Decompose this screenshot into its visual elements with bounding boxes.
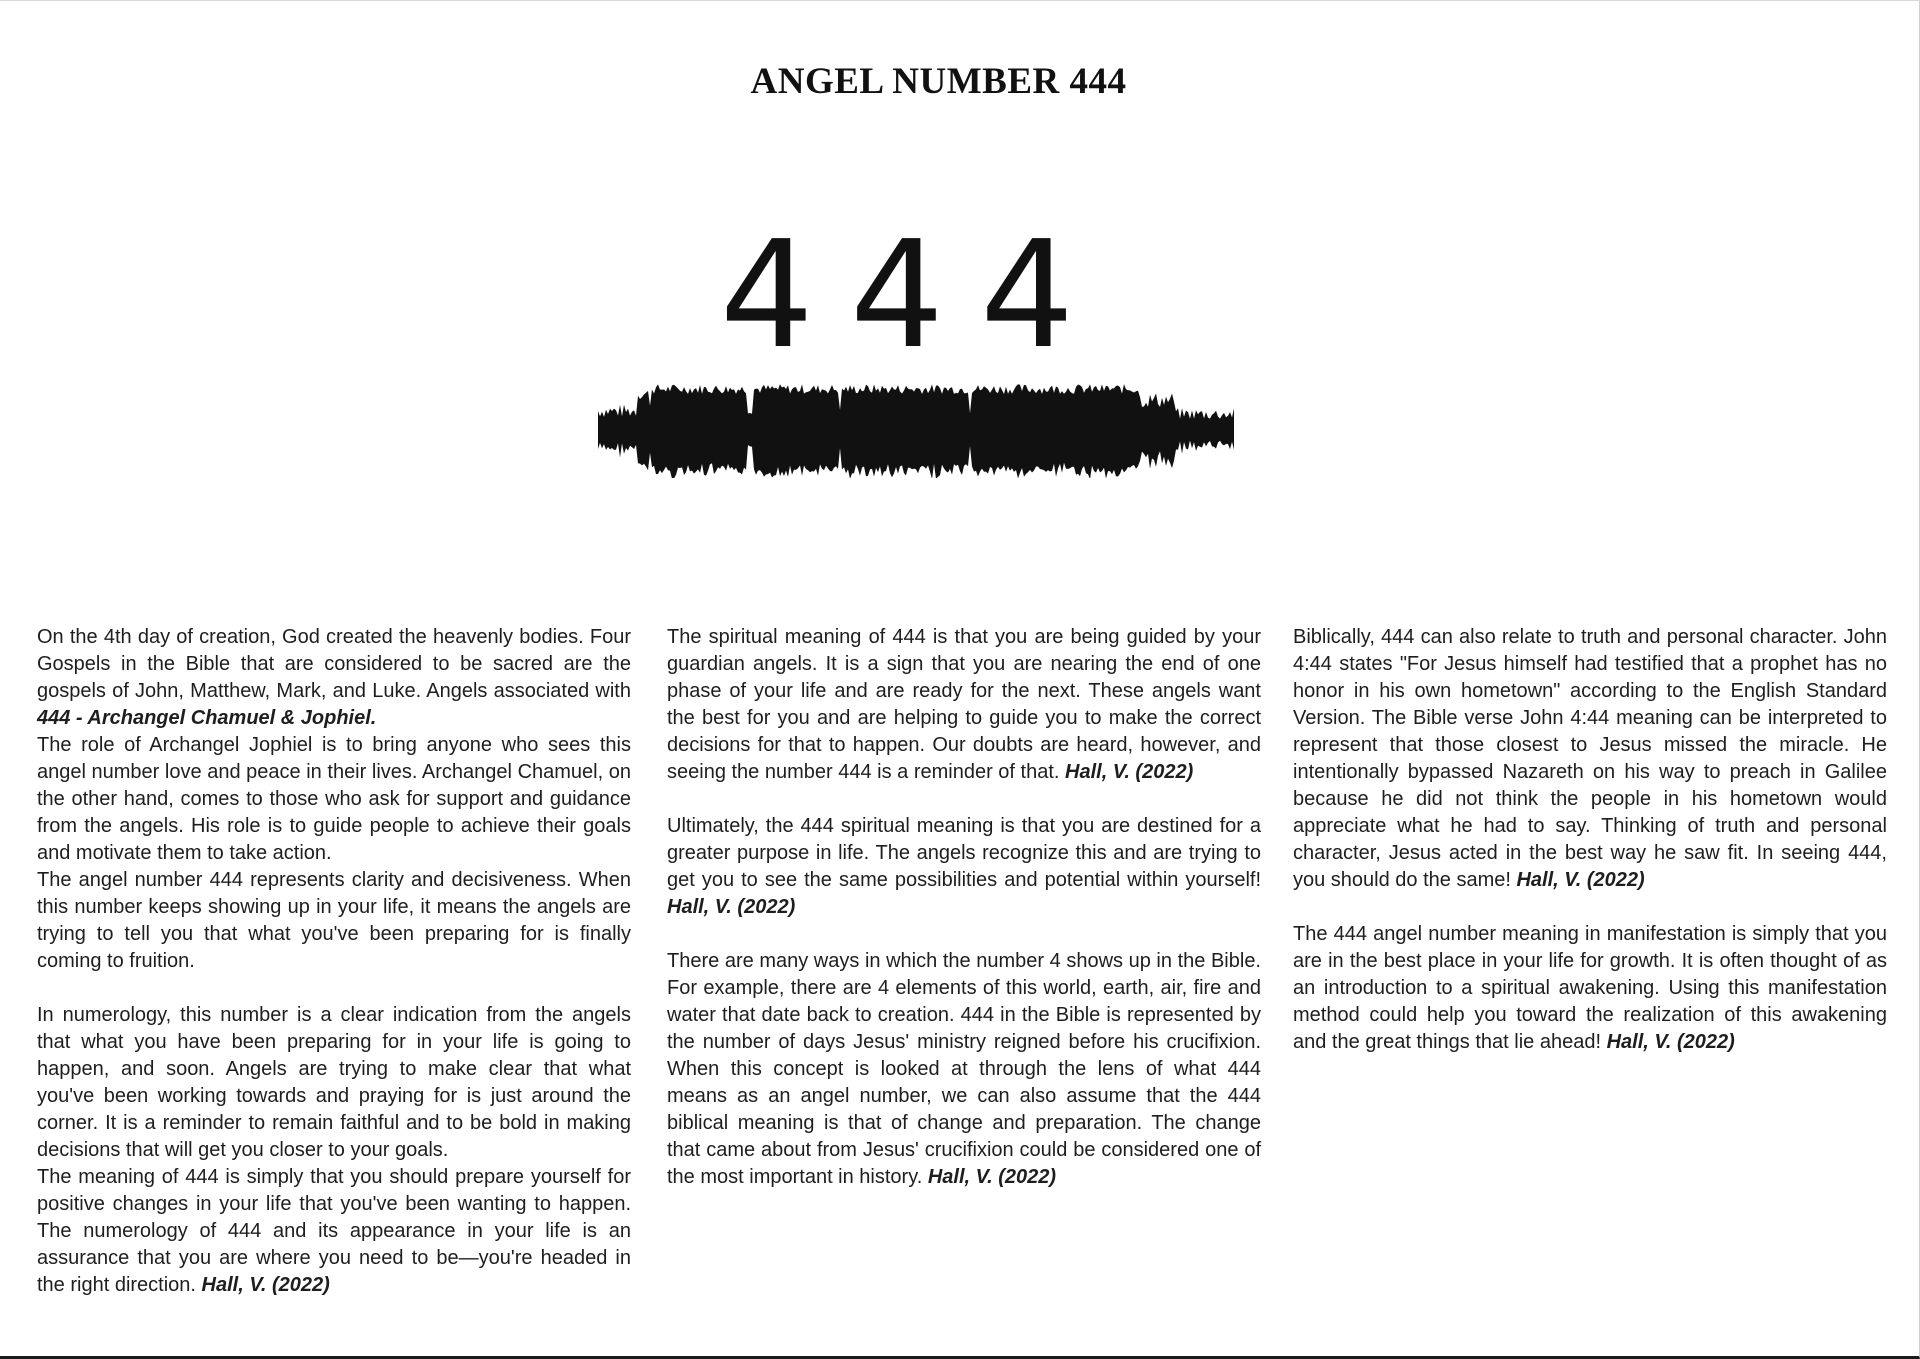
paragraph: On the 4th day of creation, God created the heavenly bodies. Four Gospels in the Bible that are considered to be sacred are the gospels of John, Matthew, Mark, and Luke. Angels associated with 444 - Archangel Chamuel & Jophiel. (37, 626, 631, 729)
hero-illustration (590, 218, 1240, 478)
page-title: ANGEL NUMBER 444 (750, 61, 1127, 102)
paragraph: The spiritual meaning of 444 is that you are being guided by your guardian angels. It is a sign that you are nearing the end of one phase of your life and are ready for the next. These angels want the best for you and are helping to guide you to make the correct decisions for that to happen. Our doubts are heard, however, and seeing the number 444 is a reminder of that. Hall, V. (2022) (667, 626, 1261, 783)
paragraph: Ultimately, the 444 spiritual meaning is that you are destined for a greater purpose in life. The angels recognize this and are trying to get you to see the same possibilities and potential within yourself! Hall, V. (2022) (667, 815, 1261, 918)
column-3 (1293, 624, 1887, 1056)
hero-graphic (590, 218, 1240, 478)
paragraph: The role of Archangel Jophiel is to bring anyone who sees this angel number love and peace in their lives. Archangel Chamuel, on the other hand, comes to those who ask for support and guidance from the angels. His role is to guide people to achieve their goals and motivate them to take action. (37, 734, 631, 864)
citation: Hall, V. (2022) (1516, 869, 1645, 891)
column-1 (37, 624, 631, 1299)
paragraph: The angel number 444 represents clarity and decisiveness. When this number keeps showing up in your life, it means the angels are trying to tell you that what you've been preparing for is finally coming to fruition. (37, 869, 631, 972)
citation: Hall, V. (2022) (201, 1274, 330, 1296)
column-2 (667, 624, 1261, 1191)
paragraph: In numerology, this number is a clear indication from the angels that what you have been preparing for in your life is going to happen, and soon. Angels are trying to make clear that what you've been working towards and praying for is just around the corner. It is a reminder to remain faithful and to be bold in making decisions that will get you closer to your goals. (37, 1004, 631, 1161)
paragraph: Biblically, 444 can also relate to truth and personal character. John 4:44 states "For Jesus himself had testified that a prophet has no honor in his own hometown" according to the English Standard Version. The Bible verse John 4:44 meaning can be interpreted to represent that those closest to Jesus missed the miracle. He intentionally bypassed Nazareth on his way to preach in Galilee because he did not think the people in his hometown would appreciate what he had to say. Thinking of truth and personal character, Jesus acted in the best way he saw fit. In seeing 444, you should do the same! Hall, V. (2022) (1293, 626, 1887, 891)
paragraph: The meaning of 444 is simply that you should prepare yourself for positive changes in your life that you've been wanting to happen. The numerology of 444 and its appearance in your life is an assurance that you are where you need to be—you're headed in the right direction. Hall, V. (2022) (37, 1166, 631, 1296)
citation: Hall, V. (2022) (667, 896, 796, 918)
citation: Hall, V. (2022) (927, 1166, 1057, 1188)
audio-waveform-icon (598, 384, 1234, 478)
hero-number-art: 444 (719, 218, 1111, 381)
citation: Hall, V. (2022) (1606, 1031, 1735, 1053)
paragraph: The 444 angel number meaning in manifestation is simply that you are in the best place in your life for growth. It is often thought of as an introduction to a spiritual awakening. Using this manifestation method could help you toward the realization of this awakening and the great things that lie ahead! Hall, V. (2022) (1293, 923, 1887, 1053)
citation: Hall, V. (2022) (1065, 761, 1194, 783)
emphasis-text: 444 - Archangel Chamuel & Jophiel. (37, 707, 377, 729)
paragraph: There are many ways in which the number 4 shows up in the Bible. For example, there are 4 elements of this world, earth, air, fire and water that date back to creation. 444 in the Bible is represented by the number of days Jesus' ministry reigned before his crucifixion. When this concept is looked at through the lens of what 444 means as an angel number, we can also assume that the 444 biblical meaning is that of change and preparation. The change that came about from Jesus' crucifixion could be considered one of the most important in history. Hall, V. (2022) (667, 950, 1261, 1188)
